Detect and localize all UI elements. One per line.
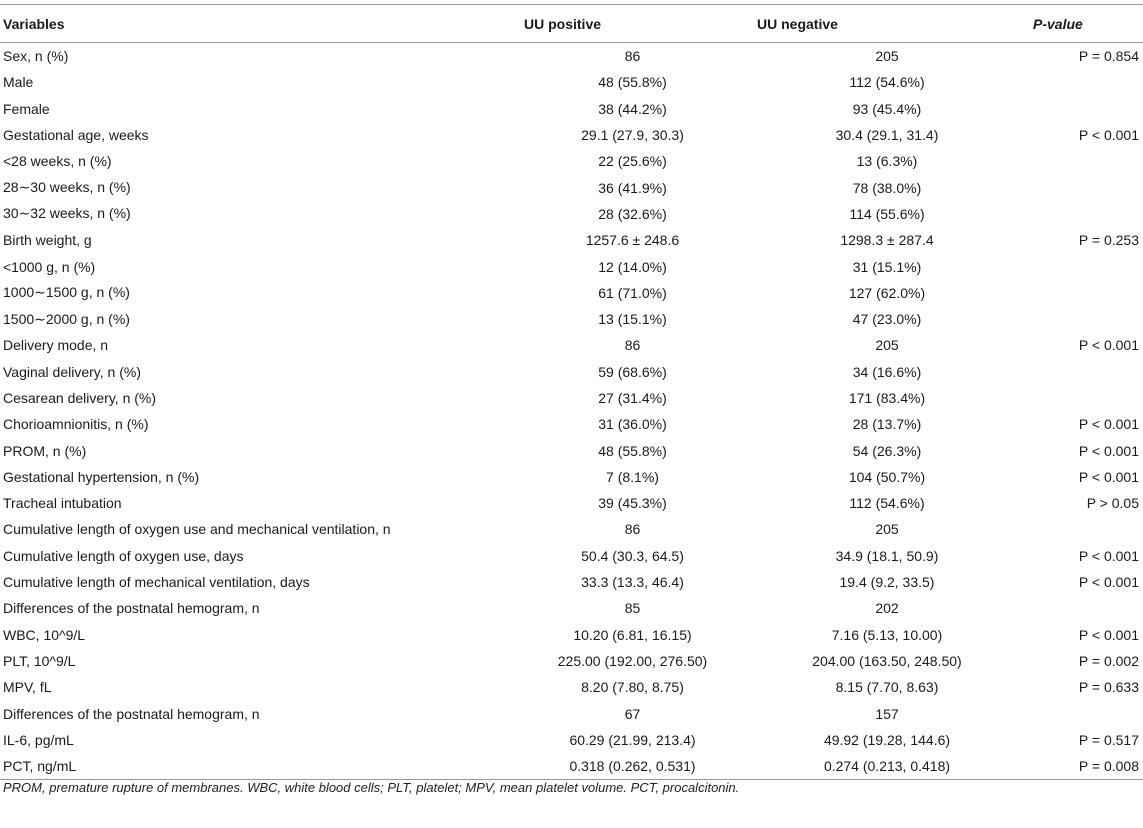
variable-cell: IL-6, pg/mL: [3, 731, 74, 748]
uu-positive-cell: 85: [624, 600, 641, 617]
uu-negative-cell: 34 (16.6%): [852, 363, 922, 380]
uu-positive-cell: 0.318 (0.262, 0.531): [516, 753, 749, 780]
p-value-cell: [1025, 359, 1143, 385]
p-value-cell: P < 0.001: [1078, 127, 1139, 144]
table-row: [0, 464, 1143, 490]
table-row: [0, 43, 1143, 70]
table-row: [0, 122, 1143, 148]
uu-positive-cell: 28 (32.6%): [598, 205, 667, 222]
table-row: [0, 753, 1143, 780]
uu-negative-cell: 104 (50.7%): [848, 468, 926, 485]
p-value-cell: P < 0.001: [1078, 626, 1139, 643]
uu-negative-cell: 112 (54.6%): [849, 74, 925, 91]
table-row: [0, 674, 1143, 700]
header-row: [0, 5, 1143, 43]
uu-negative-cell: 19.4 (9.2, 33.5): [839, 574, 935, 591]
uu-positive-cell: 38 (44.2%): [598, 100, 667, 117]
p-value-cell: [1025, 96, 1143, 122]
uu-negative-cell: 157: [875, 705, 899, 722]
uu-negative-cell: 205: [875, 337, 899, 354]
p-value-cell: [1025, 69, 1143, 95]
variable-cell: 28∼30 weeks, n (%): [3, 179, 131, 196]
uu-negative-cell: 114 (55.6%): [849, 205, 925, 222]
p-value-cell: [1025, 253, 1143, 279]
uu-negative-cell: 49.92 (19.28, 144.6): [823, 731, 951, 748]
variable-cell: Delivery mode, n: [3, 337, 109, 354]
p-value-cell: [1025, 700, 1143, 726]
table-row: [0, 253, 1143, 279]
variable-cell: <1000 g, n (%): [3, 258, 96, 275]
table-row: [0, 437, 1143, 463]
variable-cell: MPV, fL: [3, 679, 52, 696]
variable-cell: Male: [3, 74, 34, 91]
p-value-cell: P = 0.633: [1078, 679, 1139, 696]
p-value-cell: P = 0.002: [1078, 652, 1139, 669]
uu-negative-cell: 7.16 (5.13, 10.00): [831, 626, 943, 643]
uu-negative-cell: 8.15 (7.70, 8.63): [835, 679, 939, 696]
variable-cell: Gestational age, weeks: [3, 127, 149, 144]
variable-cell: 1500∼2000 g, n (%): [3, 310, 130, 327]
uu-negative-cell: 30.4 (29.1, 31.4): [835, 127, 939, 144]
table-row: [0, 332, 1143, 358]
uu-positive-cell: 225.00 (192.00, 276.50): [557, 652, 708, 669]
p-value-cell: [1025, 385, 1143, 411]
p-value-cell: [1025, 516, 1143, 542]
table-row: [0, 69, 1143, 95]
uu-negative-cell: 127 (62.0%): [848, 284, 926, 301]
uu-negative-cell: 31 (15.1%): [852, 258, 922, 275]
table-row: [0, 490, 1143, 516]
table-row: [0, 411, 1143, 437]
uu-negative-cell: 205: [875, 48, 899, 65]
variable-cell: Tracheal intubation: [3, 495, 122, 512]
p-value-cell: P < 0.001: [1078, 574, 1139, 591]
table-row: [0, 359, 1143, 385]
variable-cell: WBC, 10^9/L: [3, 626, 86, 643]
uu-positive-cell: 50.4 (30.3, 64.5): [581, 547, 684, 564]
uu-positive-cell: 13 (15.1%): [598, 311, 667, 328]
p-value-cell: P > 0.05: [1086, 495, 1139, 512]
variable-cell: 30∼32 weeks, n (%): [3, 205, 131, 222]
uu-positive-cell: 61 (71.0%): [598, 284, 667, 301]
uu-positive-cell: 48 (55.8%): [598, 442, 667, 459]
p-value-cell: P = 0.253: [1078, 232, 1139, 249]
p-value-cell: P < 0.001: [1078, 337, 1139, 354]
p-value-cell: P = 0.854: [1078, 48, 1139, 65]
variable-cell: Cesarean delivery, n (%): [3, 390, 157, 406]
p-value-cell: P < 0.001: [1078, 416, 1139, 433]
uu-positive-cell: 86: [624, 48, 641, 65]
uu-positive-cell: 33.3 (13.3, 46.4): [581, 574, 684, 591]
variable-cell: Differences of the postnatal hemogram, n: [3, 600, 260, 617]
uu-positive-cell: 39 (45.3%): [598, 495, 667, 512]
p-value-cell: [1025, 148, 1143, 174]
uu-negative-cell: 93 (45.4%): [852, 100, 922, 117]
uu-positive-cell: 1257.6 ± 248.6: [585, 232, 680, 249]
header-uu-positive: UU positive: [516, 5, 749, 43]
uu-negative-cell: 28 (13.7%): [852, 416, 922, 433]
p-value-cell: P < 0.001: [1078, 442, 1139, 459]
variable-cell: PCT, ng/mL: [0, 753, 516, 780]
p-value-cell: P = 0.008: [1025, 753, 1143, 780]
variable-cell: Cumulative length of oxygen use, days: [3, 547, 244, 564]
table-row: [0, 385, 1143, 411]
header-variables: Variables: [0, 5, 516, 43]
uu-negative-cell: 204.00 (163.50, 248.50): [812, 652, 962, 669]
uu-positive-cell: 86: [624, 521, 641, 538]
header-uu-negative: UU negative: [749, 5, 1025, 43]
table-row: [0, 700, 1143, 726]
uu-negative-cell: 13 (6.3%): [856, 153, 918, 170]
uu-negative-cell: 205: [875, 521, 899, 538]
p-value-cell: P < 0.001: [1078, 547, 1139, 564]
uu-positive-cell: 31 (36.0%): [598, 416, 667, 433]
uu-positive-cell: 7 (8.1%): [606, 468, 659, 485]
uu-negative-cell: 34.9 (18.1, 50.9): [835, 547, 939, 564]
uu-positive-cell: 22 (25.6%): [598, 153, 667, 170]
uu-positive-cell: 48 (55.8%): [598, 74, 667, 91]
uu-positive-cell: 86: [624, 337, 641, 354]
table-row: [0, 595, 1143, 621]
p-value-cell: [1025, 280, 1143, 306]
uu-negative-cell: 47 (23.0%): [852, 311, 922, 328]
variable-cell: Differences of the postnatal hemogram, n: [3, 705, 260, 722]
uu-positive-cell: 12 (14.0%): [598, 258, 667, 275]
p-value-cell: P < 0.001: [1078, 468, 1139, 485]
results-table: [0, 4, 1143, 780]
uu-positive-cell: 59 (68.6%): [598, 363, 667, 380]
uu-negative-cell: 171 (83.4%): [848, 390, 926, 406]
table-row: [0, 227, 1143, 253]
uu-positive-cell: 36 (41.9%): [598, 179, 667, 196]
uu-negative-cell: 1298.3 ± 287.4: [840, 232, 934, 249]
p-value-cell: [1025, 174, 1143, 200]
table-row: [0, 516, 1143, 542]
header-p-value: P-value: [1025, 5, 1143, 43]
uu-positive-cell: 27 (31.4%): [598, 390, 667, 406]
table-row: [0, 727, 1143, 753]
p-value-cell: [1025, 201, 1143, 227]
table-row: [0, 543, 1143, 569]
table-body: [0, 43, 1143, 780]
table-row: [0, 648, 1143, 674]
uu-positive-cell: 29.1 (27.9, 30.3): [581, 127, 684, 144]
table-footnote: PROM, premature rupture of membranes. WBC, white blood cells; PLT, platelet; MPV, mean platelet volume. PCT, procalcitonin.: [3, 780, 740, 795]
variable-cell: Chorioamnionitis, n (%): [3, 416, 149, 433]
variable-cell: PLT, 10^9/L: [3, 652, 76, 669]
table-row: [0, 148, 1143, 174]
uu-negative-cell: 112 (54.6%): [849, 495, 925, 512]
variable-cell: Sex, n (%): [3, 48, 69, 65]
variable-cell: PROM, n (%): [3, 442, 87, 459]
variable-cell: <28 weeks, n (%): [3, 153, 112, 170]
variable-cell: Gestational hypertension, n (%): [3, 468, 200, 485]
p-value-cell: P = 0.517: [1078, 731, 1139, 748]
table-row: [0, 96, 1143, 122]
table-row: [0, 280, 1143, 306]
table-row: [0, 201, 1143, 227]
uu-positive-cell: 10.20 (6.81, 16.15): [573, 626, 692, 643]
uu-negative-cell: 54 (26.3%): [852, 442, 922, 459]
table-row: [0, 174, 1143, 200]
variable-cell: Birth weight, g: [3, 232, 92, 249]
p-value-cell: [1025, 306, 1143, 332]
table-row: [0, 306, 1143, 332]
uu-positive-cell: 67: [624, 705, 641, 722]
variable-cell: Female: [3, 100, 50, 117]
uu-negative-cell: 78 (38.0%): [852, 179, 922, 196]
uu-positive-cell: 8.20 (7.80, 8.75): [581, 679, 684, 696]
p-value-cell: [1025, 595, 1143, 621]
uu-negative-cell: 0.274 (0.213, 0.418): [749, 753, 1025, 780]
variable-cell: Cumulative length of oxygen use and mechanical ventilation, n: [3, 521, 391, 538]
variable-cell: 1000∼1500 g, n (%): [3, 284, 130, 301]
table-row: [0, 569, 1143, 595]
uu-positive-cell: 60.29 (21.99, 213.4): [569, 731, 696, 748]
variable-cell: Cumulative length of mechanical ventilation, days: [3, 574, 310, 591]
table-header: [0, 5, 1143, 43]
table-row: [0, 622, 1143, 648]
uu-negative-cell: 202: [875, 600, 899, 617]
variable-cell: Vaginal delivery, n (%): [3, 363, 141, 380]
